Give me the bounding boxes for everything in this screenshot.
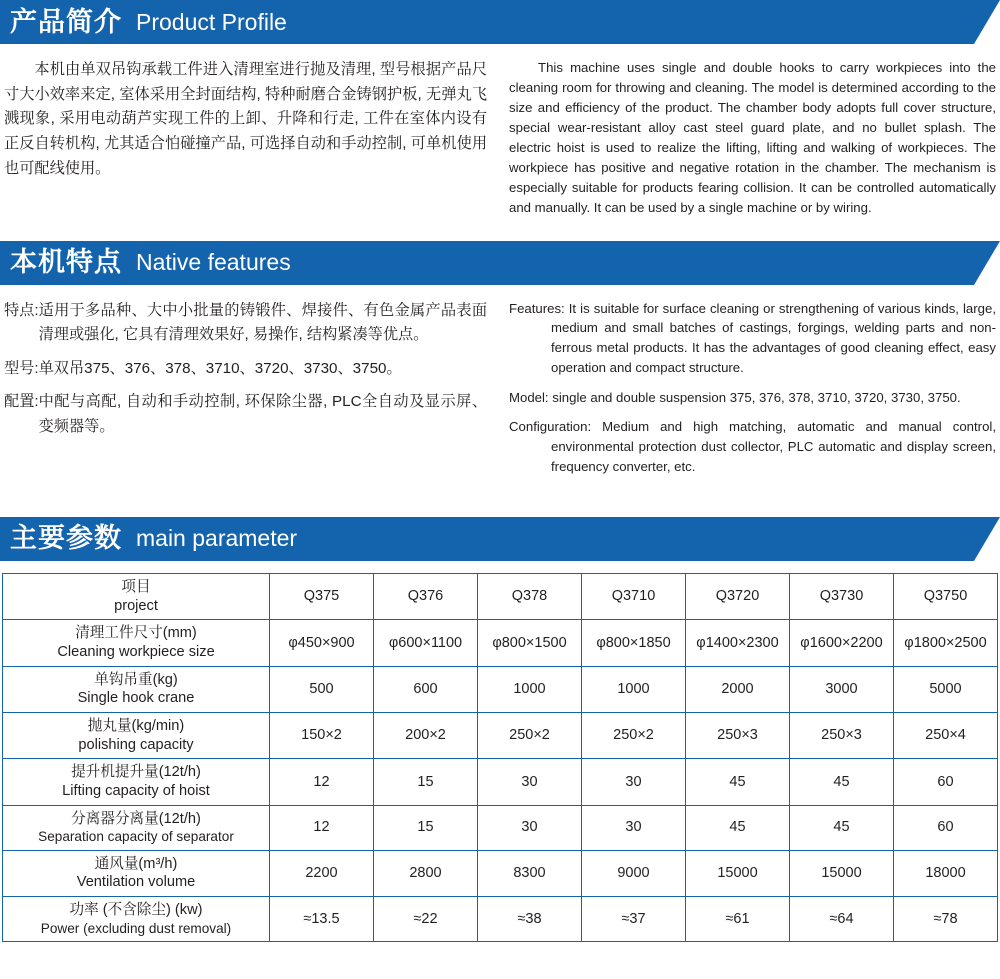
table-cell: 250×2 [478,712,582,758]
feature-label: 特点: [4,301,39,319]
corner-label-cn: 项目 [121,578,151,595]
feature-en-block [509,299,996,378]
row-header [3,712,270,758]
table-header-row [3,573,998,619]
table-cell: 1000 [478,666,582,712]
header-bar-tail [974,0,1000,44]
table-row [3,666,998,712]
row-label-en: Power (excluding dust removal) [40,920,232,936]
table-cell: 30 [478,759,582,805]
table-cell: φ600×1100 [374,620,478,666]
model-header-cell: Q376 [374,573,478,619]
table-cell: φ1400×2300 [686,620,790,666]
table-cell: ≈61 [686,897,790,942]
model-header-cell: Q378 [478,573,582,619]
section-header-main-parameter [0,517,1000,561]
feature-en-text: Features: It is suitable for surface cleaning or strengthening of various kinds, large, medium and small batches of castings, forgings, welding parts and non-ferrous metal products. It has the advantages of good cleaning effect, easy operation and compact structure. [509,300,996,375]
table-cell: 45 [790,805,894,850]
row-label-en: Ventilation volume [76,874,196,891]
profile-paragraph-en: This machine uses single and double hooks to carry workpieces into the cleaning room for throwing and cleaning. The model is determined according to the size and efficiency of the product. The chamber body adopts full cover structure, special wear-resistant alloy cast steel guard plate, and no bullet splash. The electric hoist is used to realize the lifting, lifting and walking of workpieces. The workpiece has positive and negative rotation in the chamber. The mechanism is especially suitable for products fearing collision. It can be controlled automatically and manually. It can be used by a single machine or by wiring. [509,60,996,216]
section-title-cn: 产品简介 [10,6,122,37]
table-cell: ≈37 [582,897,686,942]
row-label-en: Cleaning workpiece size [57,643,215,660]
table-cell: ≈64 [790,897,894,942]
feature-value: 适用于多品种、大中小批量的铸锻件、焊接件、有色金属产品表面清理或强化, 它具有清理效果好, 易操作, 结构紧凑等优点。 [38,301,488,344]
row-label-en: polishing capacity [78,736,194,753]
row-header [3,620,270,666]
feature-value: 中配与高配, 自动和手动控制, 环保除尘器, PLC全自动及显示屏、变频器等。 [38,393,488,435]
table-cell: 600 [374,666,478,712]
model-header-cell: Q375 [270,573,374,619]
row-label-en: Single hook crane [77,690,195,707]
model-header-cell: Q3720 [686,573,790,619]
table-row [3,620,998,666]
table-cell: 12 [270,759,374,805]
table-cell: 2000 [686,666,790,712]
section-title-cn: 本机特点 [10,247,122,277]
table-cell: 8300 [478,850,582,896]
table-cell: 500 [270,666,374,712]
table-cell: 30 [478,805,582,850]
row-label-en: Lifting capacity of hoist [62,782,210,799]
section-header-native-features [0,241,1000,285]
table-cell: 250×3 [686,712,790,758]
corner-label-en: project [114,597,158,614]
table-cell: 15000 [790,850,894,896]
row-label-cn: 抛丸量(kg/min) [87,717,185,734]
feature-row [4,299,487,348]
parameters-table [2,573,998,942]
table-cell: ≈22 [374,897,478,942]
table-row [3,850,998,896]
table-row [3,712,998,758]
profile-chinese-column [4,58,505,219]
table-cell: 60 [894,759,998,805]
table-cell: 200×2 [374,712,478,758]
row-header [3,759,270,805]
table-cell: 15000 [686,850,790,896]
table-cell: φ800×1500 [478,620,582,666]
feature-row [4,357,487,382]
row-label-cn: 功率 (不含除尘) (kw) [69,902,203,918]
table-cell: 60 [894,805,998,850]
table-cell: ≈13.5 [270,897,374,942]
table-cell: φ1800×2500 [894,620,998,666]
feature-row [4,390,487,439]
feature-en-block [509,388,996,408]
feature-label: 配置: [4,393,39,411]
table-cell: 5000 [894,666,998,712]
feature-en-block [509,417,996,476]
row-label-en: Separation capacity of separator [38,829,234,845]
table-corner-cell [3,573,270,619]
header-bar-tail [974,517,1000,561]
table-cell: φ450×900 [270,620,374,666]
table-cell: 150×2 [270,712,374,758]
model-header-cell: Q3750 [894,573,998,619]
parameters-table-wrap [0,573,1000,942]
model-header-cell: Q3710 [582,573,686,619]
table-cell: 12 [270,805,374,850]
table-cell: 18000 [894,850,998,896]
table-cell: 45 [686,759,790,805]
table-cell: 1000 [582,666,686,712]
profile-english-column [505,58,996,219]
section-title-en: main parameter [136,525,298,552]
table-cell: 30 [582,759,686,805]
table-cell: 45 [686,805,790,850]
feature-value: 单双吊375、376、378、3710、3720、3730、3750。 [38,359,402,377]
table-cell: φ800×1850 [582,620,686,666]
table-cell: 15 [374,759,478,805]
table-cell: 30 [582,805,686,850]
native-features-body [0,285,1000,487]
features-english-column [505,299,996,487]
product-profile-body [0,44,1000,219]
model-header-cell: Q3730 [790,573,894,619]
table-row [3,805,998,850]
section-title-cn: 主要参数 [10,523,122,554]
table-cell: 2800 [374,850,478,896]
feature-en-text: Model: single and double suspension 375, 376, 378, 3710, 3720, 3730, 3750. [509,389,961,405]
row-header [3,666,270,712]
table-cell: 15 [374,805,478,850]
section-title-en: Product Profile [136,8,287,35]
row-header [3,850,270,896]
feature-label: 型号: [4,359,39,377]
table-cell: 9000 [582,850,686,896]
table-cell: 250×2 [582,712,686,758]
row-label-cn: 单钩吊重(kg) [94,671,178,688]
features-chinese-column [4,299,505,487]
table-cell: 45 [790,759,894,805]
row-label-cn: 分离器分离量(12t/h) [71,810,201,827]
table-row [3,759,998,805]
header-bar-tail [974,241,1000,285]
row-label-cn: 提升机提升量(12t/h) [71,764,201,781]
table-row [3,897,998,942]
row-label-cn: 清理工件尺寸(mm) [75,625,197,642]
table-cell: ≈78 [894,897,998,942]
row-header [3,805,270,850]
table-cell: 250×4 [894,712,998,758]
table-cell: 2200 [270,850,374,896]
row-label-cn: 通风量(m³/h) [94,855,178,872]
table-cell: 3000 [790,666,894,712]
feature-en-text: Configuration: Medium and high matching, automatic and manual control, environmental protection dust collector, PLC automatic and display screen, frequency converter, etc. [509,419,996,475]
profile-paragraph-cn: 本机由单双吊钩承载工件进入清理室进行抛及清理, 型号根据产品尺寸大小效率来定, 室体采用全封面结构, 特种耐磨合金铸钢护板, 无弹丸飞溅现象, 采用电动葫芦实现工件的上卸、升降和行走, 工件在室体内设有正反自转机构, 尤其适合怕碰撞产品, 可选择自动和手动控制, 可单机使用也可配线使用。 [4,61,488,177]
table-cell: φ1600×2200 [790,620,894,666]
table-cell: ≈38 [478,897,582,942]
row-header [3,897,270,942]
section-title-en: Native features [136,249,291,275]
section-header-product-profile [0,0,1000,44]
table-cell: 250×3 [790,712,894,758]
